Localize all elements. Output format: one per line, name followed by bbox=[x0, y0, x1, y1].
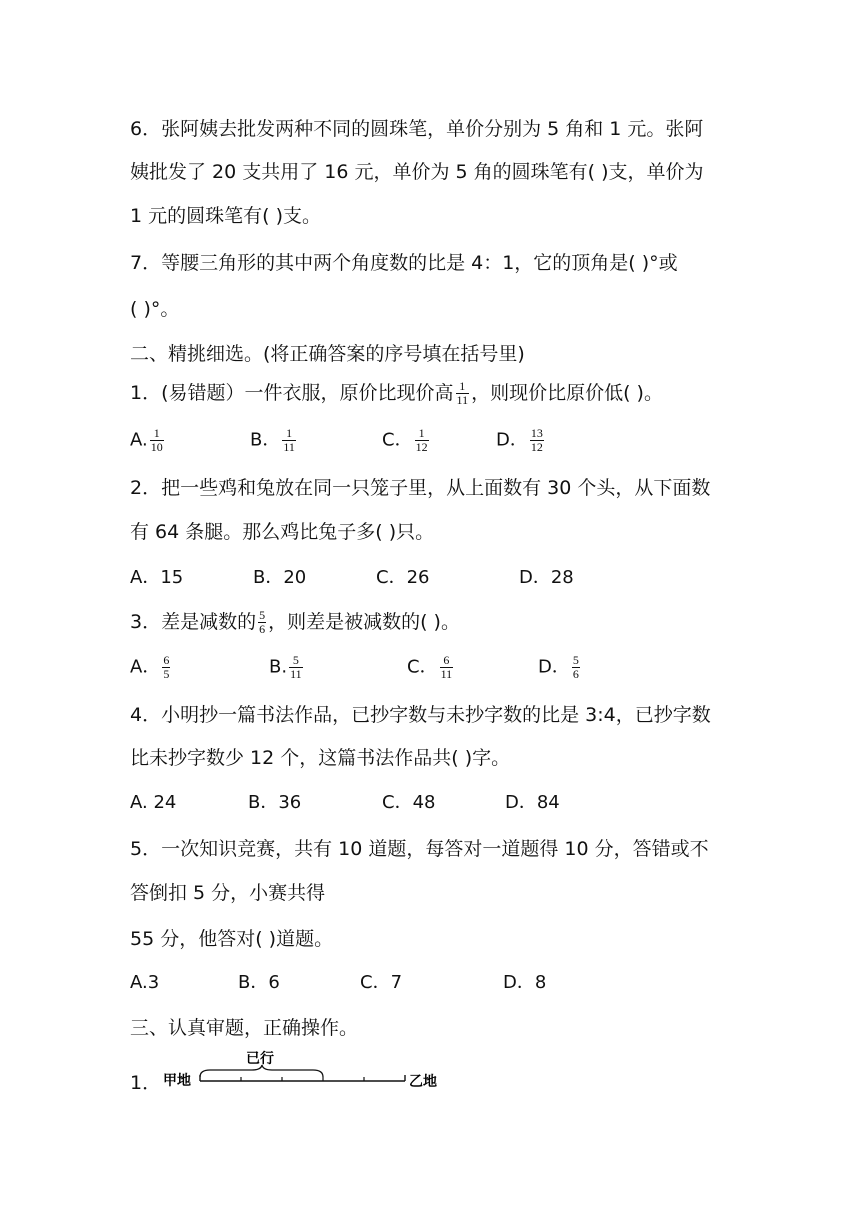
fraction-numerator: 5 bbox=[289, 654, 303, 668]
brace bbox=[200, 1065, 323, 1077]
s2q5-option-d: D．8 bbox=[503, 972, 547, 993]
option-label: A. bbox=[130, 429, 148, 451]
fraction-numerator: 1 bbox=[456, 380, 470, 394]
fraction-denominator: 11 bbox=[440, 667, 453, 681]
s2q5-line1: 5．一次知识竞赛，共有 10 道题，每答对一道题得 10 分，答错或不 bbox=[130, 838, 709, 860]
s2q4-option-d: D．84 bbox=[505, 792, 560, 813]
fraction-denominator: 12 bbox=[415, 440, 428, 454]
fraction-denominator: 11 bbox=[290, 667, 302, 681]
s2q2-option-a: A．15 bbox=[130, 567, 184, 588]
s2q1-text-before: 1．(易错题）一件衣服，原价比现价高 bbox=[130, 382, 454, 404]
q6-line1: 6．张阿姨去批发两种不同的圆珠笔，单价分别为 5 角和 1 元。张阿 bbox=[130, 118, 704, 140]
section2-title: 二、精挑细选。(将正确答案的序号填在括号里) bbox=[130, 343, 525, 365]
fraction-denominator: 6 bbox=[572, 667, 579, 681]
q7-line1: 7．等腰三角形的其中两个角度数的比是 4：1，它的顶角是( )°或 bbox=[130, 252, 678, 274]
start-label: 甲地 bbox=[163, 1073, 191, 1089]
q7-line2: ( )°。 bbox=[130, 298, 180, 320]
fraction-denominator: 11 bbox=[283, 440, 295, 454]
s2q2-line2: 有 64 条腿。那么鸡比兔子多( )只。 bbox=[130, 521, 435, 543]
s2q4-line2: 比未抄字数少 12 个，这篇书法作品共( )字。 bbox=[130, 747, 511, 769]
fraction-denominator: 12 bbox=[530, 440, 543, 454]
fraction-numerator: 6 bbox=[163, 653, 170, 667]
fraction-numerator: 6 bbox=[440, 654, 454, 668]
option-label: C． bbox=[407, 656, 438, 678]
s2q4-line1: 4．小明抄一篇书法作品，已抄字数与未抄字数的比是 3:4，已抄字数 bbox=[130, 704, 711, 726]
s2q4-option-b: B．36 bbox=[248, 792, 302, 813]
s2q4-option-c: C．48 bbox=[382, 792, 436, 813]
section3-title: 三、认真审题，正确操作。 bbox=[130, 1017, 359, 1039]
s2q5-line3: 55 分，他答对( )道题。 bbox=[130, 928, 334, 950]
fraction-denominator: 5 bbox=[163, 667, 170, 681]
fraction-denominator: 6 bbox=[259, 622, 266, 636]
option-label: A． bbox=[130, 656, 161, 678]
fraction-numerator: 1 bbox=[282, 427, 296, 441]
s2q2-option-b: B．20 bbox=[253, 567, 307, 588]
s2q2-option-c: C．26 bbox=[376, 567, 430, 588]
fraction-denominator: 11 bbox=[456, 393, 469, 407]
option-label: B. bbox=[269, 656, 288, 678]
brace-label: 已行 bbox=[246, 1051, 274, 1067]
s2q3-text-after: ，则差是被减数的( )。 bbox=[268, 611, 460, 633]
option-label: D． bbox=[496, 429, 528, 451]
s2q5-option-b: B．6 bbox=[238, 972, 280, 993]
fraction-numerator: 5 bbox=[259, 608, 266, 622]
fraction-denominator: 10 bbox=[150, 440, 163, 454]
s2q5-option-c: C．7 bbox=[360, 972, 403, 993]
fraction-numerator: 1 bbox=[415, 427, 429, 441]
option-label: C． bbox=[382, 429, 413, 451]
s2q5-option-a: A.3 bbox=[130, 972, 160, 993]
s2q5-line2: 答倒扣 5 分，小赛共得 bbox=[130, 882, 326, 904]
s2q3-text-before: 3．差是减数的 bbox=[130, 611, 257, 633]
fraction-numerator: 13 bbox=[530, 426, 543, 440]
q6-line3: 1 元的圆珠笔有( )支。 bbox=[130, 205, 321, 227]
s2q1-text-after: ，则现价比原价低( )。 bbox=[471, 382, 663, 404]
s3q1-number: 1． bbox=[130, 1072, 162, 1094]
s2q2-line1: 2．把一些鸡和兔放在同一只笼子里，从上面数有 30 个头，从下面数 bbox=[130, 477, 711, 499]
end-label: 乙地 bbox=[409, 1074, 437, 1090]
s2q4-option-a: A. 24 bbox=[130, 792, 177, 813]
s2q2-option-d: D．28 bbox=[519, 567, 574, 588]
option-label: D． bbox=[538, 656, 570, 678]
fraction-numerator: 5 bbox=[572, 653, 579, 667]
q6-line2: 姨批发了 20 支共用了 16 元，单价为 5 角的圆珠笔有( )支，单价为 bbox=[130, 161, 704, 183]
option-label: B． bbox=[250, 429, 281, 451]
fraction-numerator: 1 bbox=[150, 427, 164, 441]
